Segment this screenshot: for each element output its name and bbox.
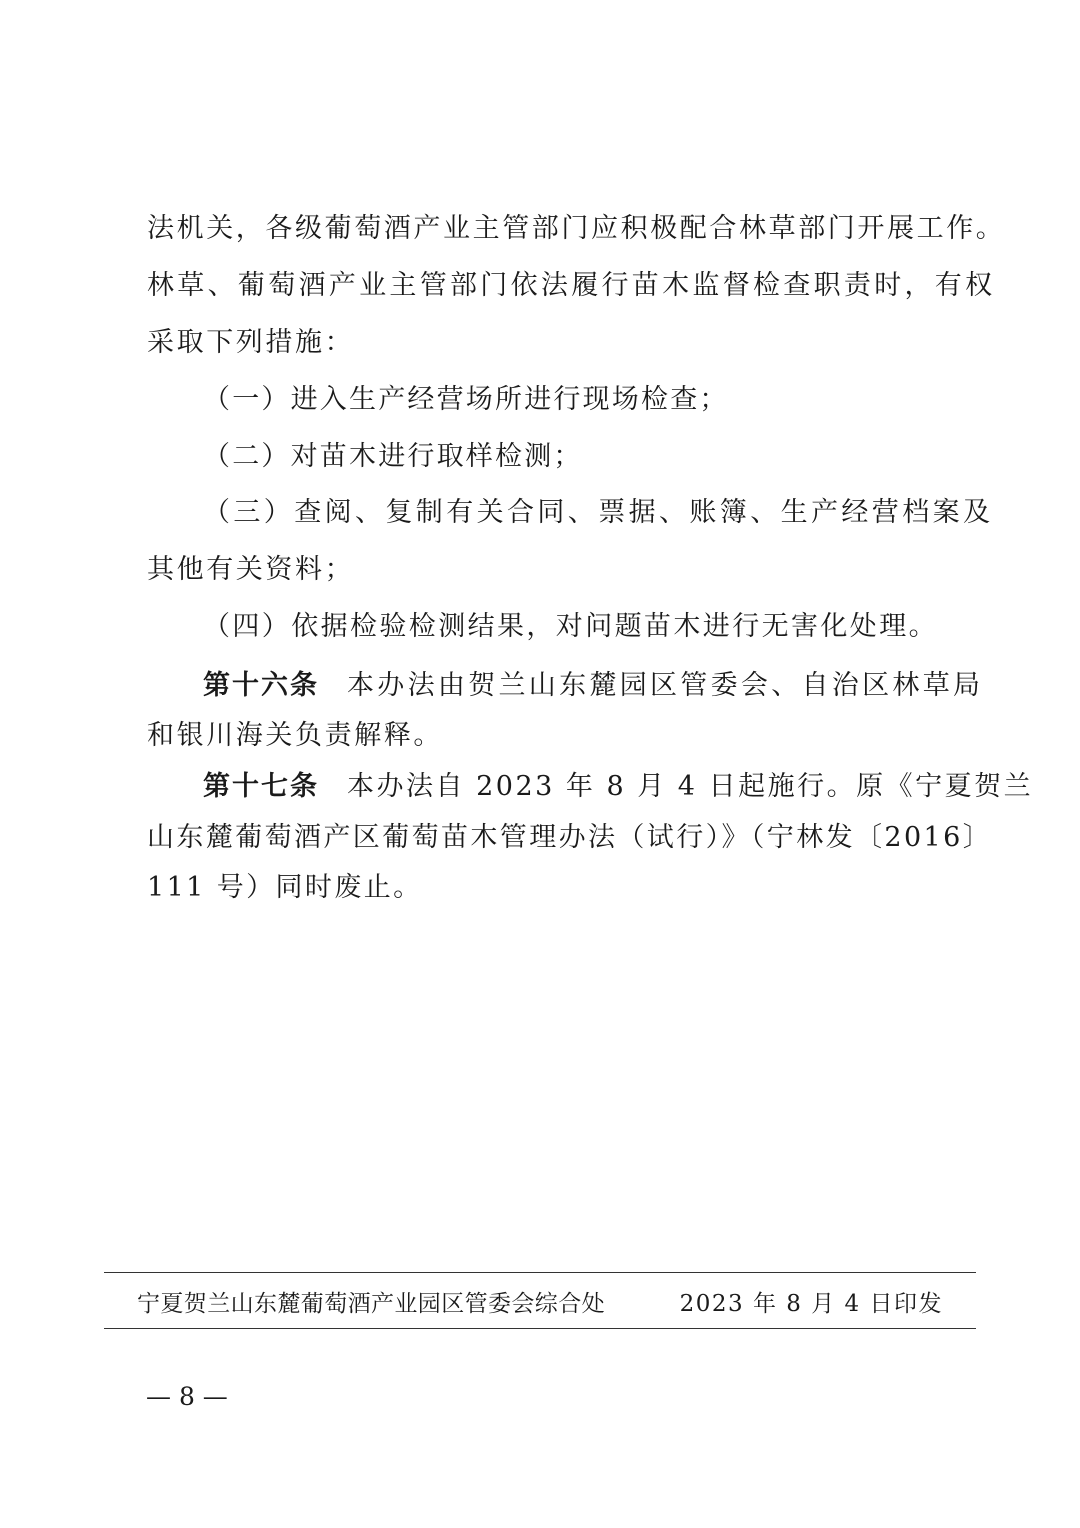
footer-top-divider <box>104 1272 976 1273</box>
measure-item-3-continued: 其他有关资料； <box>147 554 355 585</box>
article-16-text: 本办法由贺兰山东麓园区管委会、自治区林草局 <box>347 670 984 701</box>
article-16-line-1 <box>203 668 983 704</box>
article-16-number: 第十六条 <box>203 670 319 701</box>
measure-item-3: （三）查阅、复制有关合同、票据、账簿、生产经营档案及 <box>203 497 994 528</box>
article-17-text: 本办法自 2023 年 8 月 4 日起施行。原《宁夏贺兰 <box>347 771 1034 802</box>
article-17-line-3: 111 号）同时废止。 <box>147 872 423 903</box>
measure-item-1: （一）进入生产经营场所进行现场检查； <box>203 384 729 415</box>
article-17-number: 第十七条 <box>203 771 319 802</box>
issue-date: 2023 年 8 月 4 日印发 <box>679 1291 943 1317</box>
body-line-3: 采取下列措施： <box>147 327 355 358</box>
article-17-line-2: 山东麓葡萄酒产区葡萄苗木管理办法（试行）》（宁林发〔2016〕 <box>147 822 993 853</box>
article-16-line-2: 和银川海关负责解释。 <box>147 720 443 751</box>
measure-item-2: （二）对苗木进行取样检测； <box>203 441 583 472</box>
article-17-line-1 <box>203 769 1033 805</box>
body-line-2: 林草、葡萄酒产业主管部门依法履行苗木监督检查职责时，有权 <box>147 270 996 301</box>
page-number: — 8 — <box>146 1382 228 1411</box>
footer-bottom-divider <box>104 1328 976 1329</box>
issuer-office: 宁夏贺兰山东麓葡萄酒产业园区管委会综合处 <box>137 1291 605 1317</box>
body-line-1: 法机关，各级葡萄酒产业主管部门应积极配合林草部门开展工作。 <box>147 213 1006 244</box>
measure-item-4: （四）依据检验检测结果，对问题苗木进行无害化处理。 <box>203 611 938 642</box>
